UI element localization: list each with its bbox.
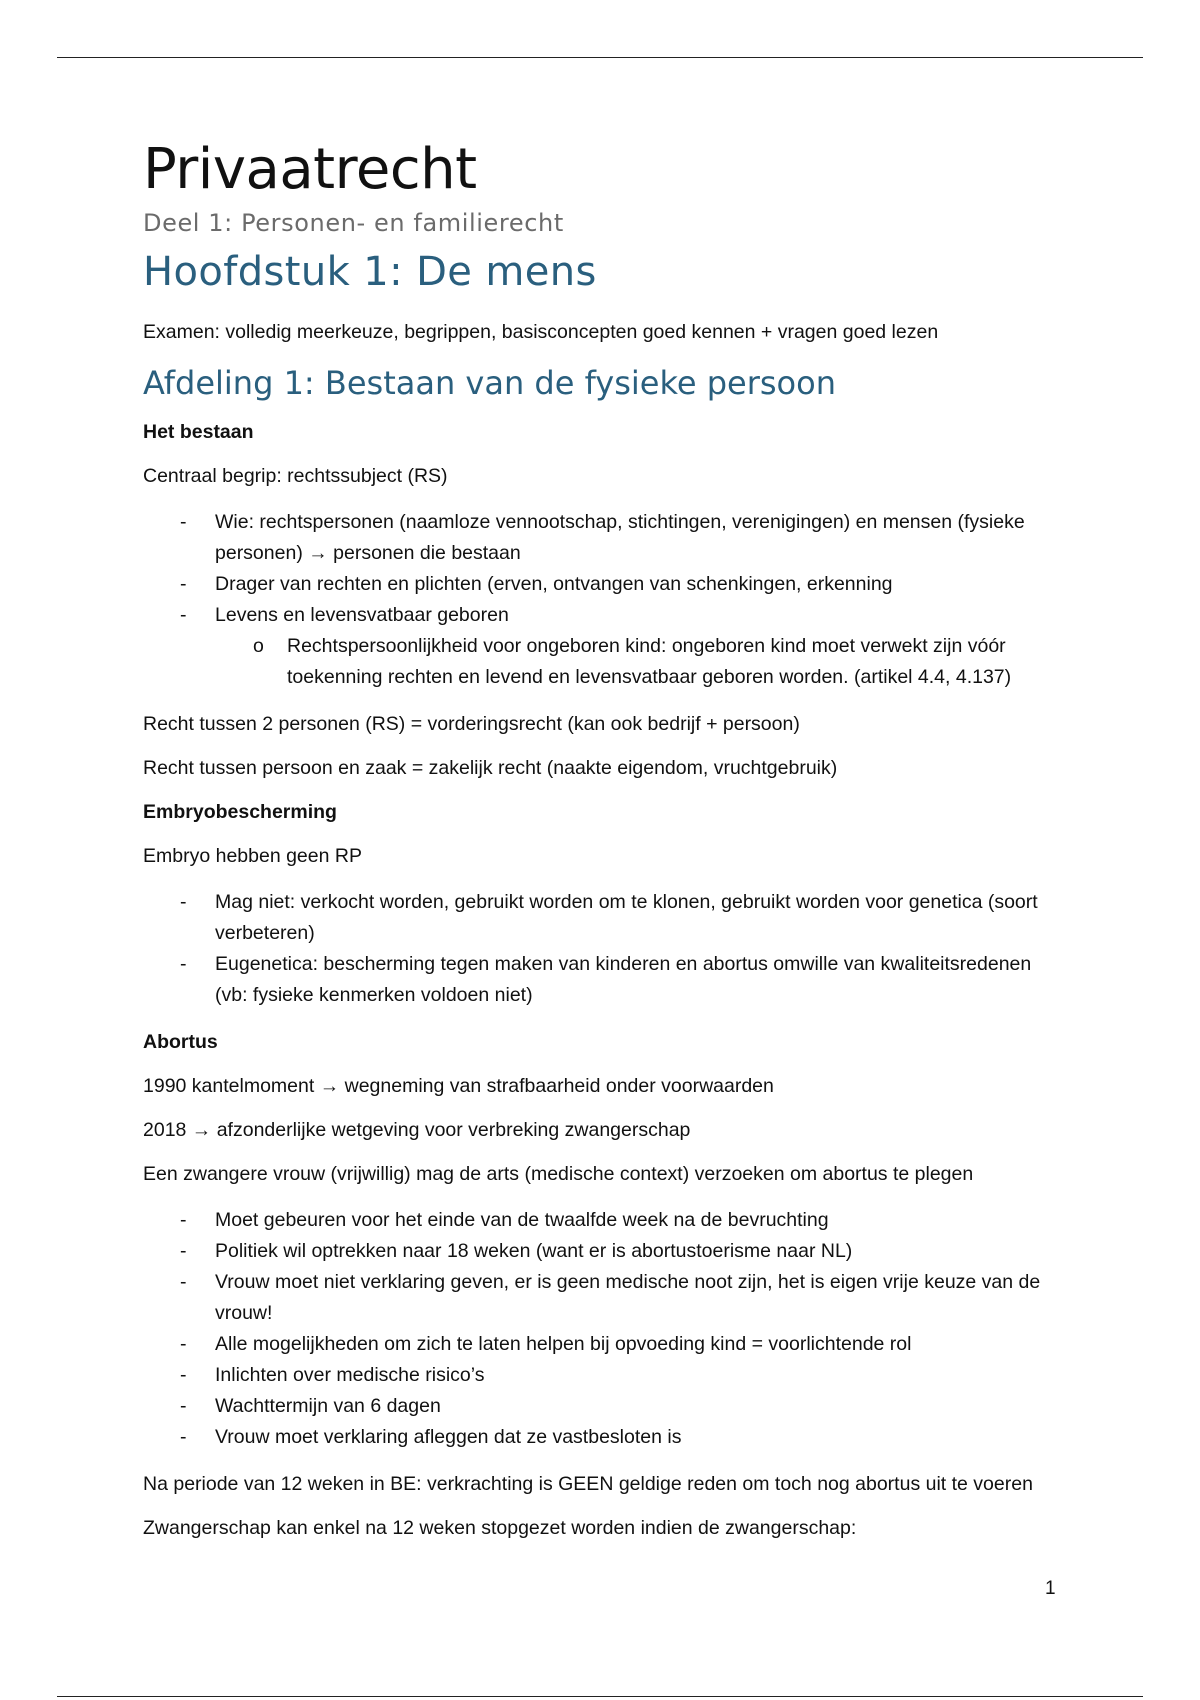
document-subtitle: Deel 1: Personen- en familierecht	[143, 209, 564, 237]
exam-note: Examen: volledig meerkeuze, begrippen, basisconcepten goed kennen + vragen goed lezen	[143, 321, 939, 343]
list-item: - Vrouw moet verklaring afleggen dat ze vastbesloten is	[143, 1422, 1063, 1453]
list-item-text: Levens en levensvatbaar geboren	[215, 604, 509, 626]
bestaan-heading: Het bestaan	[143, 421, 254, 443]
abortus-para-1: Na periode van 12 weken in BE: verkrachting is GEEN geldige reden om toch nog abortus uit te voeren	[143, 1473, 1033, 1495]
list-item: - Eugenetica: bescherming tegen maken van kinderen en abortus omwille van kwaliteitsredenen (vb: fysieke kenmerken voldoen niet)	[143, 949, 1063, 1011]
abortus-heading: Abortus	[143, 1031, 218, 1053]
header-rule	[57, 57, 1143, 58]
abortus-1990: 1990 kantelmoment → wegneming van strafbaarheid onder voorwaarden	[143, 1075, 774, 1097]
embryo-intro: Embryo hebben geen RP	[143, 845, 362, 867]
chapter-heading: Hoofdstuk 1: De mens	[143, 249, 597, 295]
list-item: - Mag niet: verkocht worden, gebruikt worden om te klonen, gebruikt worden voor genetica (soort verbeteren)	[143, 887, 1063, 949]
abortus-intro: Een zwangere vrouw (vrijwillig) mag de arts (medische context) verzoeken om abortus te plegen	[143, 1163, 974, 1185]
bestaan-para-1: Recht tussen 2 personen (RS) = vorderingsrecht (kan ook bedrijf + persoon)	[143, 713, 800, 735]
embryo-list	[143, 887, 1063, 1011]
sub-list	[215, 631, 1063, 693]
list-item: - Wachttermijn van 6 dagen	[143, 1391, 1063, 1422]
list-item: - Wie: rechtspersonen (naamloze vennootschap, stichtingen, verenigingen) en mensen (fysieke personen) → personen die bestaan	[143, 507, 1063, 569]
document-page	[143, 135, 1063, 1559]
list-item	[143, 600, 1063, 693]
document-title: Privaatrecht	[143, 137, 477, 202]
list-item: - Moet gebeuren voor het einde van de twaalfde week na de bevruchting	[143, 1205, 1063, 1236]
page-number: 1	[1045, 1578, 1056, 1599]
sub-list-item: o Rechtspersoonlijkheid voor ongeboren kind: ongeboren kind moet verwekt zijn vóór toekenning rechten en levend en levensvatbaar geboren worden. (artikel 4.4, 4.137)	[215, 631, 1063, 693]
abortus-2018: 2018 → afzonderlijke wetgeving voor verbreking zwangerschap	[143, 1119, 691, 1141]
list-item: - Alle mogelijkheden om zich te laten helpen bij opvoeding kind = voorlichtende rol	[143, 1329, 1063, 1360]
section-heading: Afdeling 1: Bestaan van de fysieke persoon	[143, 364, 836, 402]
list-item: - Drager van rechten en plichten (erven, ontvangen van schenkingen, erkenning	[143, 569, 1063, 600]
abortus-para-2: Zwangerschap kan enkel na 12 weken stopgezet worden indien de zwangerschap:	[143, 1517, 857, 1539]
bestaan-list	[143, 507, 1063, 693]
embryo-heading: Embryobescherming	[143, 801, 337, 823]
bestaan-para-2: Recht tussen persoon en zaak = zakelijk recht (naakte eigendom, vruchtgebruik)	[143, 757, 838, 779]
footer-rule	[57, 1696, 1143, 1697]
abortus-list	[143, 1205, 1063, 1453]
bestaan-intro: Centraal begrip: rechtssubject (RS)	[143, 465, 448, 487]
list-item: - Inlichten over medische risico’s	[143, 1360, 1063, 1391]
list-item: - Vrouw moet niet verklaring geven, er is geen medische noot zijn, het is eigen vrije keuze van de vrouw!	[143, 1267, 1063, 1329]
list-item: - Politiek wil optrekken naar 18 weken (want er is abortustoerisme naar NL)	[143, 1236, 1063, 1267]
